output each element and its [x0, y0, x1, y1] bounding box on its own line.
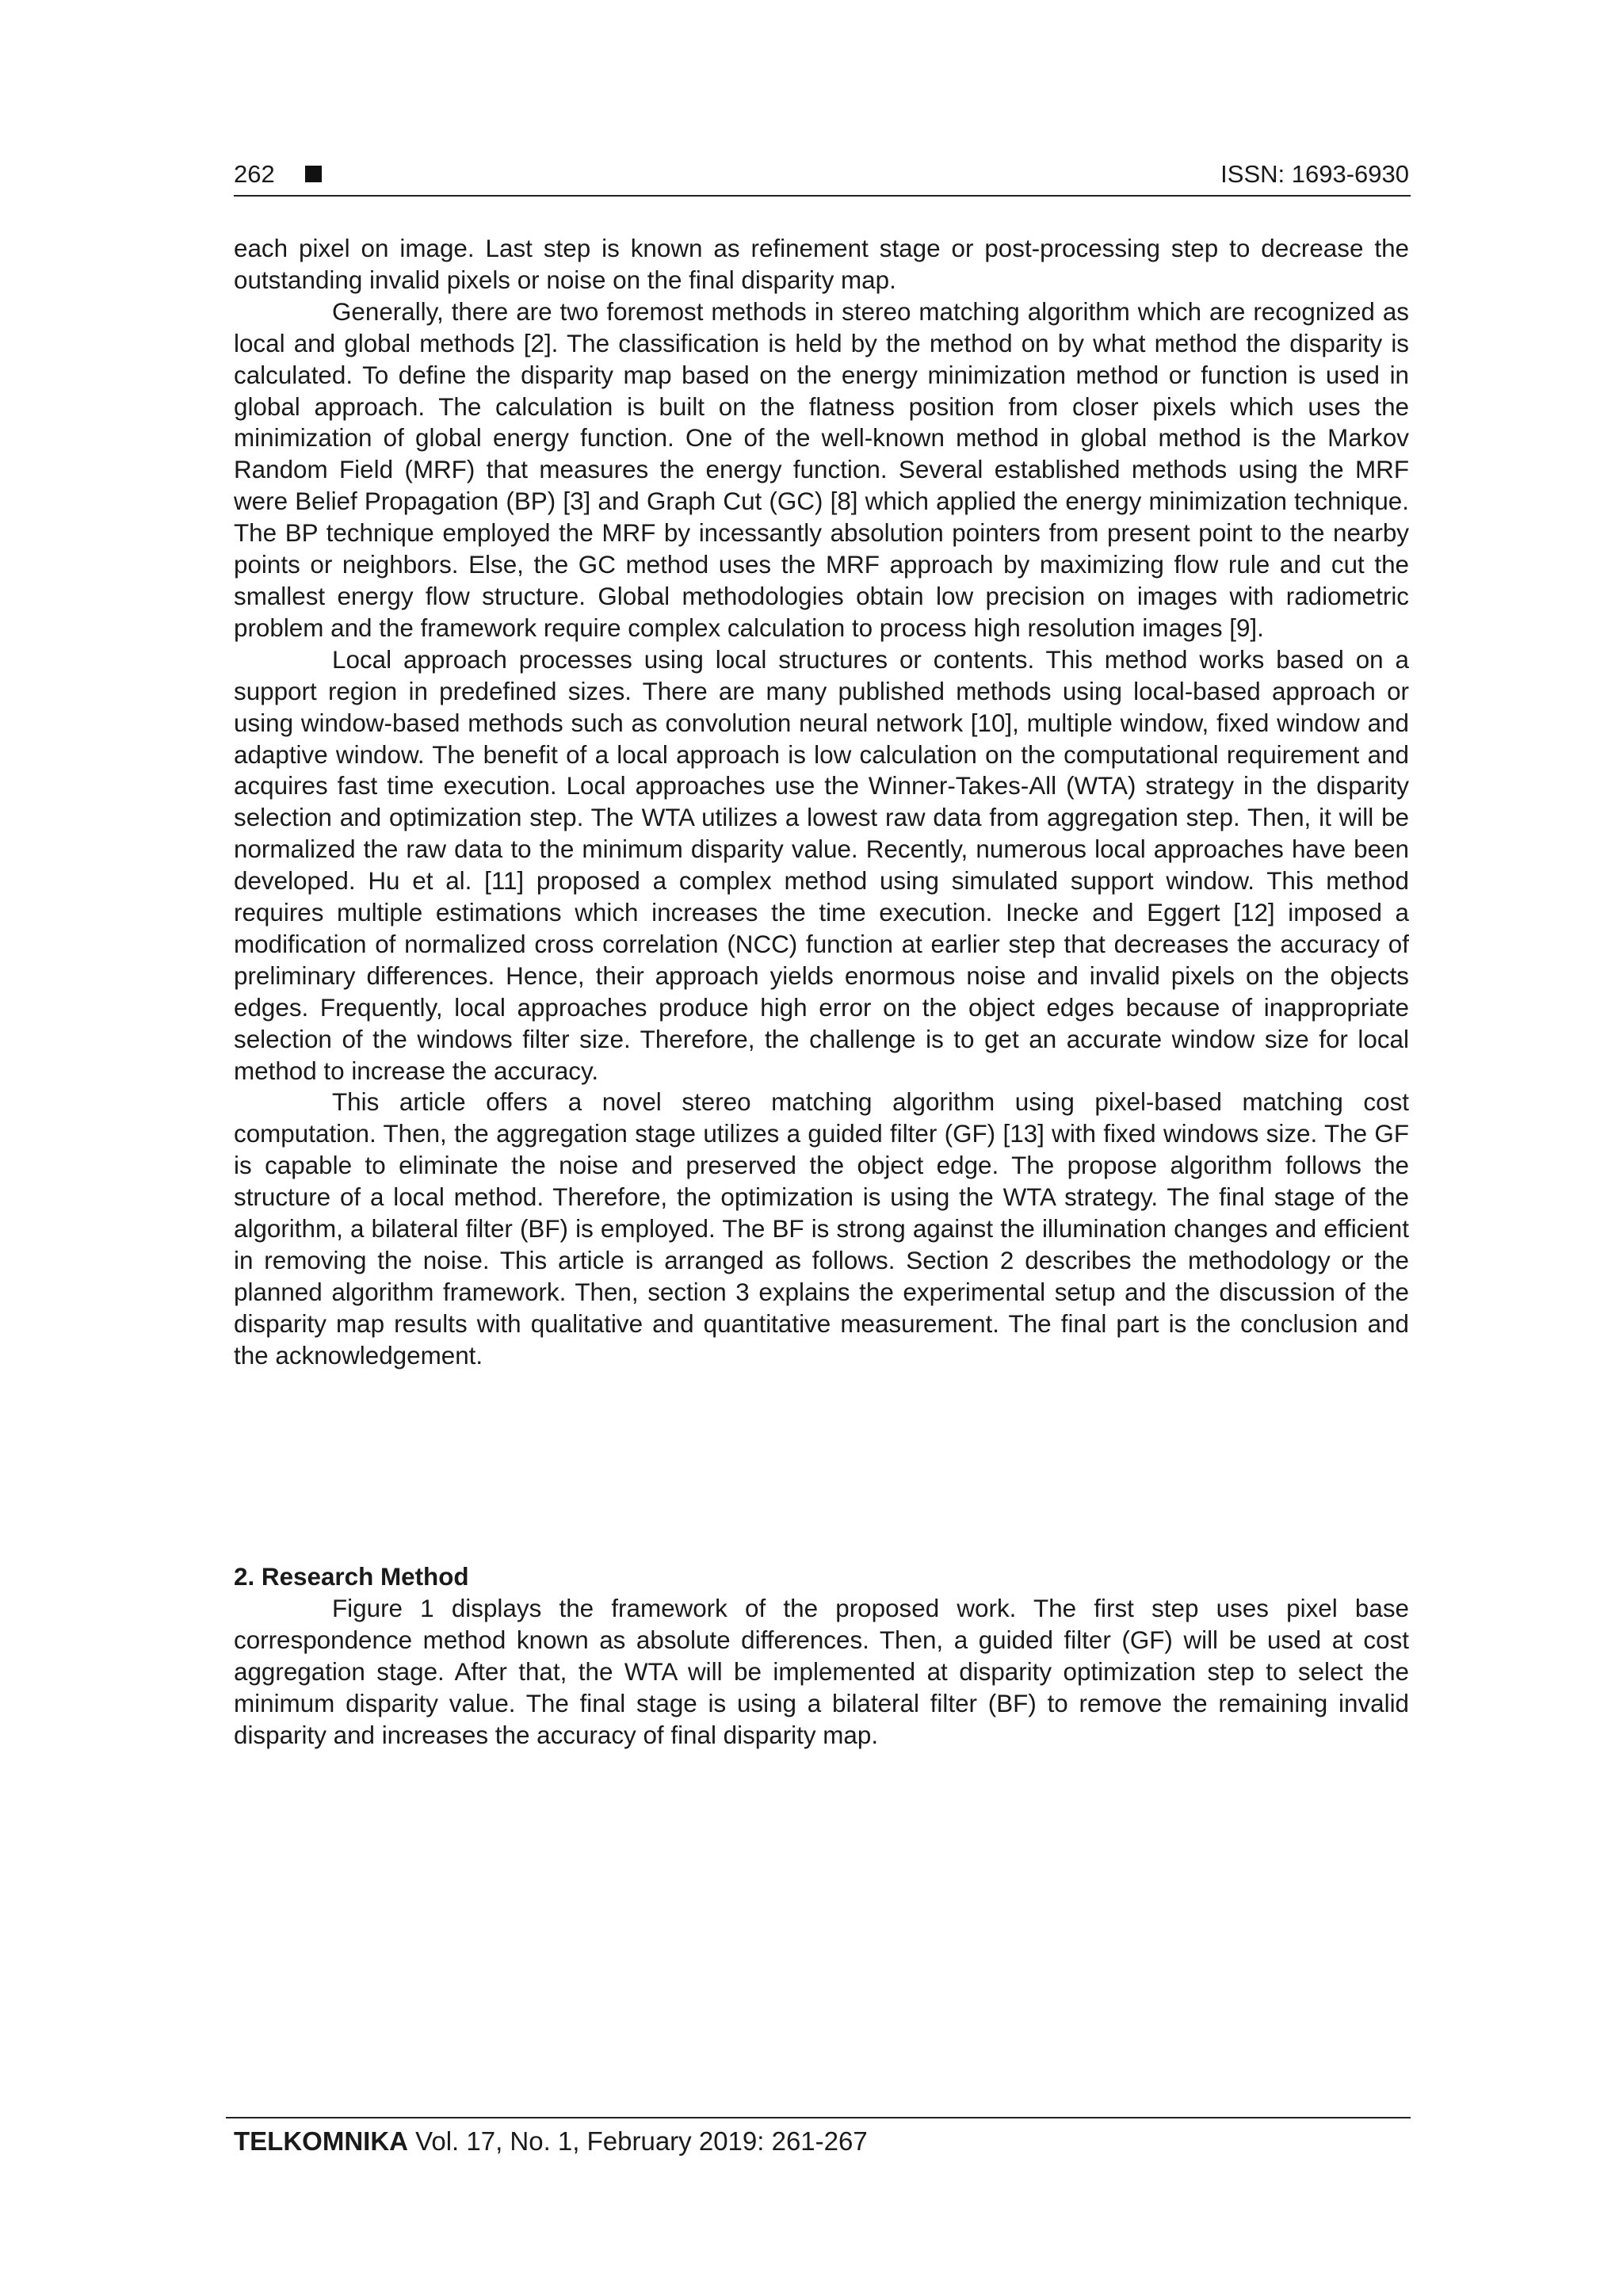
paragraph-continuation: each pixel on image. Last step is known as refinement stage or post-processing step to decrease the outstanding invalid pixels or noise on the final disparity map. [234, 235, 1409, 294]
footer-rule [226, 2117, 1411, 2118]
paragraph-article-overview: This article offers a novel stereo matching algorithm using pixel-based matching cost computation. Then, the aggregation stage utilizes a guided filter (GF) [13] with fixed windows size. The GF is capable to eliminate the noise and preserved the object edge. The propose algorithm follows the structure of a local method. Therefore, the optimization is using the WTA strategy. The final stage of the algorithm, a bilateral filter (BF) is employed. The BF is strong against the illumination changes and efficient in removing the noise. This article is arranged as follows. Section 2 describes the methodology or the planned algorithm framework. Then, section 3 explains the experimental setup and the discussion of the disparity map results with qualitative and quantitative measurement. The final part is the conclusion and the acknowledgement. [234, 1088, 1409, 1370]
paragraph-global-methods: Generally, there are two foremost methods in stereo matching algorithm which are recognized as local and global methods [2]. The classification is held by the method on by what method the disparity is calculated. To define the disparity map based on the energy minimization method or function is used in global approach. The calculation is built on the flatness position from closer pixels which uses the minimization of global energy function. One of the well-known method in global method is the Markov Random Field (MRF) that measures the energy function. Several established methods using the MRF were Belief Propagation (BP) [3] and Graph Cut (GC) [8] which applied the energy minimization technique. The BP technique employed the MRF by incessantly absolution pointers from present point to the nearby points or neighbors. Else, the GC method uses the MRF approach by maximizing flow rule and cut the smallest energy flow structure. Global methodologies obtain low precision on images with radiometric problem and the framework require complex calculation to process high resolution images [9]. [234, 297, 1409, 642]
paragraph-local-approach: Local approach processes using local structures or contents. This method works based on a support region in predefined sizes. There are many published methods using local-based approach or using window-based methods such as convolution neural network [10], multiple window, fixed window and adaptive window. The benefit of a local approach is low calculation on the computational requirement and acquires fast time execution. Local approaches use the Winner-Takes-All (WTA) strategy in the disparity selection and optimization step. The WTA utilizes a lowest raw data from aggregation step. Then, it will be normalized the raw data to the minimum disparity value. Recently, numerous local approaches have been developed. Hu et al. [11] proposed a complex method using simulated support window. This method requires multiple estimations which increases the time execution. Inecke and Eggert [12] imposed a modification of normalized cross correlation (NCC) function at earlier step that decreases the accuracy of preliminary differences. Hence, their approach yields enormous noise and invalid pixels on the objects edges. Frequently, local approaches produce high error on the object edges because of inappropriate selection of the windows filter size. Therefore, the challenge is to get an accurate window size for local method to increase the accuracy. [234, 645, 1409, 1085]
paragraph-research-method: Figure 1 displays the framework of the proposed work. The first step uses pixel base correspondence method known as absolute differences. Then, a guided filter (GF) will be used at cost aggregation stage. After that, the WTA will be implemented at disparity optimization step to select the minimum disparity value. The final stage is using a bilateral filter (BF) to remove the remaining invalid disparity and increases the accuracy of final disparity map. [234, 1595, 1409, 1749]
section-heading: 2. Research Method [234, 1563, 469, 1591]
black-square-icon [305, 166, 322, 182]
page-footer [234, 2124, 868, 2159]
header-rule [234, 195, 1411, 197]
page-header [234, 155, 1409, 193]
page-number: 262 [234, 160, 275, 188]
journal-name: TELKOMNIKA [234, 2126, 408, 2156]
body-text [234, 233, 1409, 1372]
journal-citation: Vol. 17, No. 1, February 2019: 261-267 [415, 2126, 868, 2156]
section-body [234, 1593, 1409, 1752]
issn-label: ISSN: 1693-6930 [1220, 160, 1409, 188]
